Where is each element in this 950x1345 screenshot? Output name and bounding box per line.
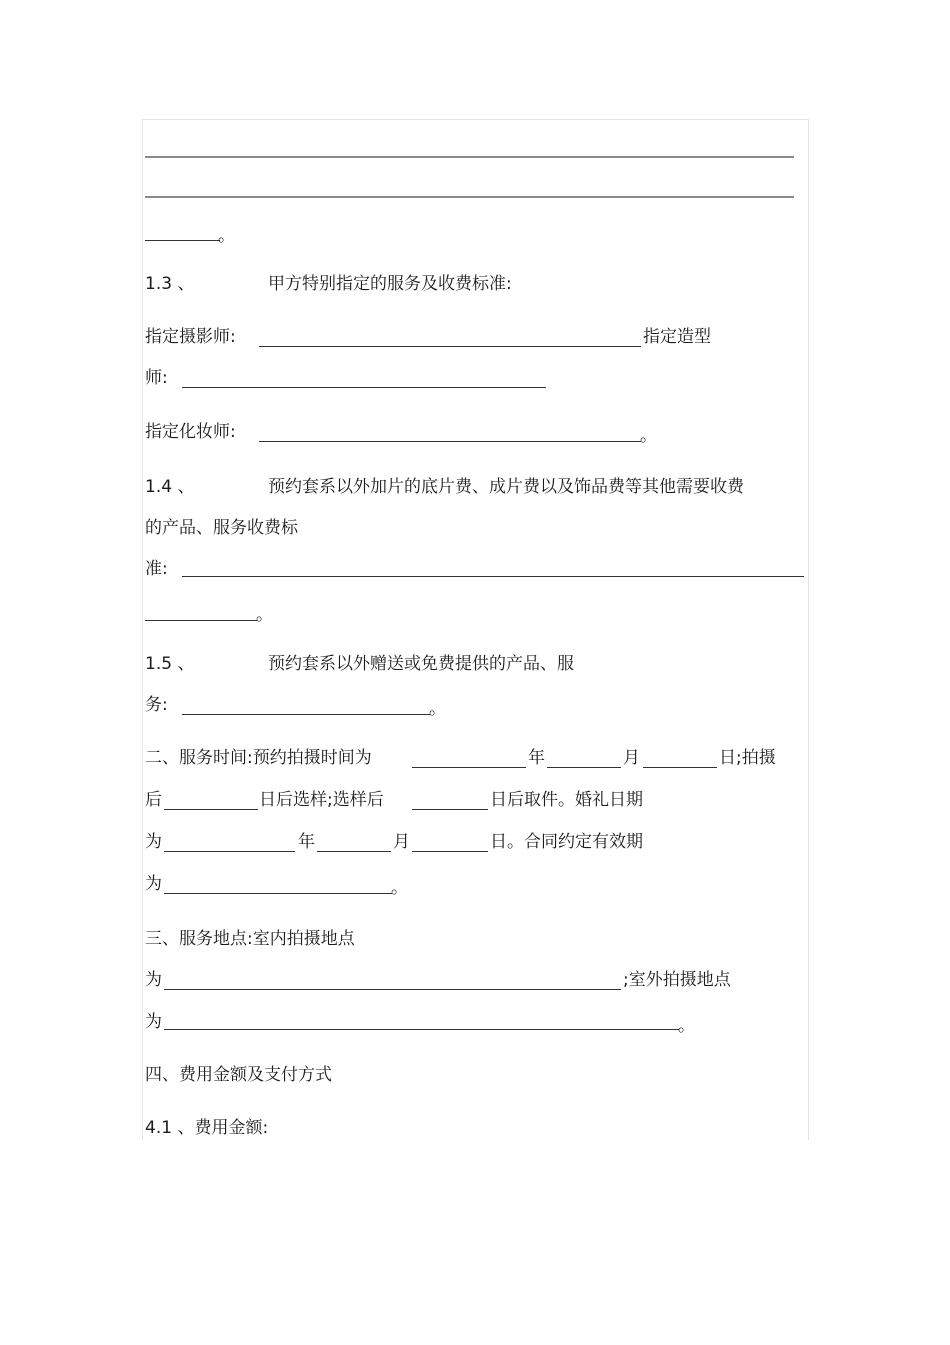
- stylist-label: 师:: [145, 368, 168, 388]
- section-number: 1.5 、: [145, 654, 195, 674]
- section-text: 的产品、服务收费标: [145, 518, 298, 538]
- fee-blank[interactable]: [145, 620, 257, 621]
- year-label: 年: [298, 832, 315, 852]
- shoot-year-blank[interactable]: [412, 767, 526, 768]
- select-label: 日后选样;选样后: [259, 790, 384, 810]
- wei-label: 为: [145, 832, 162, 852]
- period-text: 。: [256, 605, 273, 625]
- section-text: 甲方特别指定的服务及收费标准:: [268, 274, 512, 294]
- section-number: 1.4 、: [145, 477, 195, 497]
- blank-line[interactable]: [145, 196, 794, 198]
- section-text: 预约套系以外赠送或免费提供的产品、服: [268, 654, 574, 674]
- after-label: 后: [145, 790, 162, 810]
- month-label: 月: [393, 832, 410, 852]
- stylist-label: 指定造型: [643, 327, 711, 347]
- section-text: 务:: [145, 695, 168, 715]
- period-text: 。: [429, 699, 446, 719]
- period-text: 。: [391, 878, 408, 898]
- service-time-label: 二、服务时间:预约拍摄时间为: [145, 748, 372, 768]
- pickup-days-blank[interactable]: [412, 809, 488, 810]
- pickup-label: 日后取件。婚礼日期: [490, 790, 643, 810]
- section-text: 准:: [145, 559, 168, 579]
- wei-label: 为: [145, 1012, 162, 1032]
- period-text: 。: [640, 426, 657, 446]
- month-label: 月: [623, 748, 640, 768]
- select-days-blank[interactable]: [164, 809, 258, 810]
- wedding-month-blank[interactable]: [317, 851, 391, 852]
- section-number: 4.1 、费用金额:: [145, 1118, 269, 1138]
- fee-blank[interactable]: [182, 576, 804, 577]
- shoot-day-blank[interactable]: [643, 767, 717, 768]
- photographer-label: 指定摄影师:: [145, 327, 236, 347]
- contract-label: 日。合同约定有效期: [490, 832, 643, 852]
- makeup-blank[interactable]: [259, 441, 641, 442]
- service-place-label: 三、服务地点:室内拍摄地点: [145, 929, 355, 949]
- section-text: 预约套系以外加片的底片费、成片费以及饰品费等其他需要收费: [268, 477, 744, 497]
- wei-label: 为: [145, 874, 162, 894]
- blank-line[interactable]: [145, 240, 220, 241]
- section-heading: 四、费用金额及支付方式: [145, 1065, 332, 1085]
- period-text: 。: [218, 226, 235, 246]
- stylist-blank[interactable]: [182, 387, 546, 388]
- photographer-blank[interactable]: [259, 346, 641, 347]
- gift-blank[interactable]: [182, 714, 430, 715]
- wedding-day-blank[interactable]: [412, 851, 488, 852]
- section-number: 1.3 、: [145, 274, 195, 294]
- wedding-year-blank[interactable]: [164, 851, 295, 852]
- year-label: 年: [528, 748, 545, 768]
- makeup-label: 指定化妆师:: [145, 422, 236, 442]
- indoor-place-blank[interactable]: [164, 989, 621, 990]
- wei-label: 为: [145, 970, 162, 990]
- shoot-month-blank[interactable]: [547, 767, 621, 768]
- validity-blank[interactable]: [164, 893, 392, 894]
- outdoor-place-label: ;室外拍摄地点: [623, 970, 731, 990]
- period-text: 。: [678, 1016, 695, 1036]
- day-label: 日;拍摄: [719, 748, 776, 768]
- outdoor-place-blank[interactable]: [164, 1029, 679, 1030]
- blank-line[interactable]: [145, 156, 794, 158]
